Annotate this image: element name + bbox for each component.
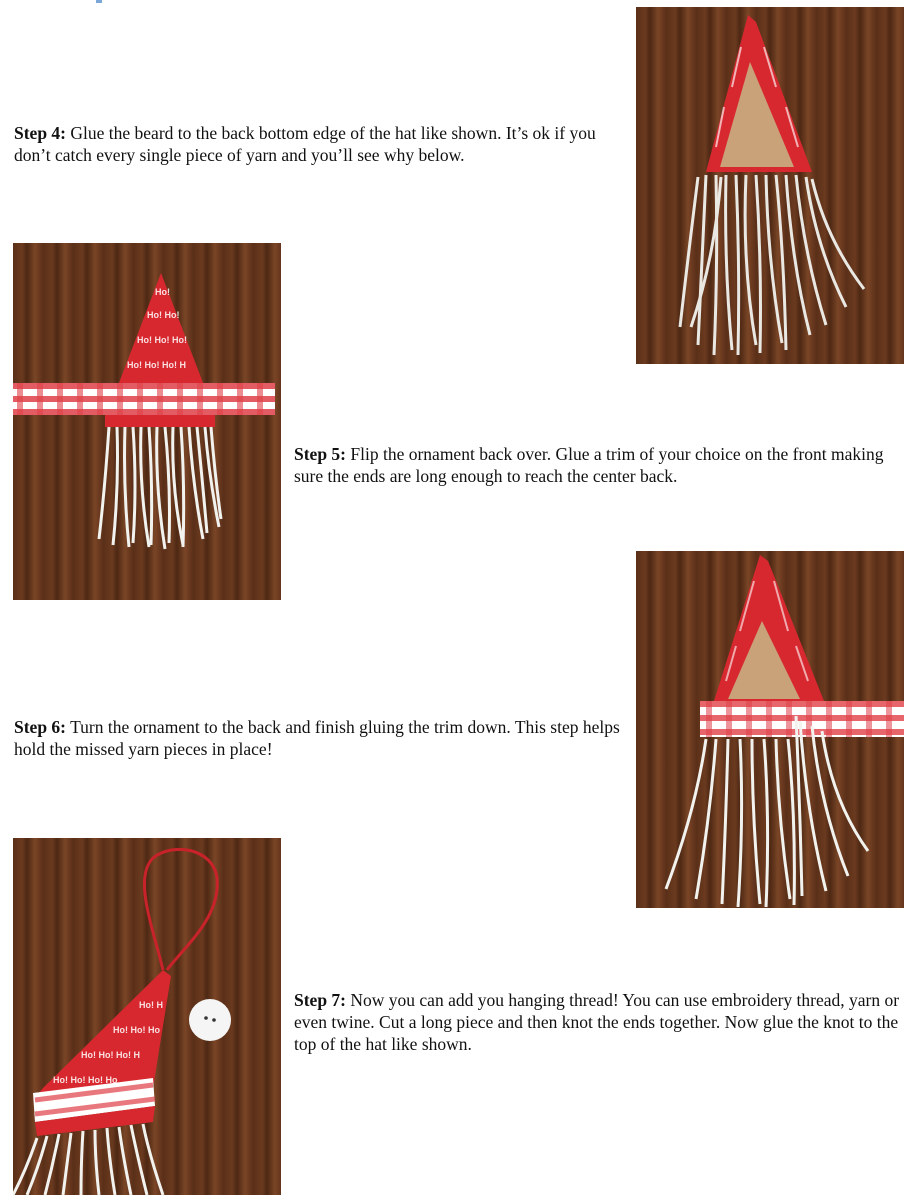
step-4-text <box>14 122 624 166</box>
step-4-photo <box>636 7 904 364</box>
step-6-label: Step 6: <box>14 717 67 737</box>
svg-text:Ho! Ho! Ho: Ho! Ho! Ho <box>113 1025 160 1035</box>
step-7-body: Now you can add you hanging thread! You can use embroidery thread, yarn or even twine. Cut a long piece and then knot the ends together. Now glue the knot to the top of the hat like shown. <box>294 990 900 1054</box>
step-6-body: Turn the ornament to the back and finish gluing the trim down. This step helps hold the missed yarn pieces in place! <box>14 717 620 759</box>
svg-text:Ho!: Ho! <box>155 287 170 297</box>
step-7-label: Step 7: <box>294 990 347 1010</box>
svg-text:Ho! H: Ho! H <box>139 1000 163 1010</box>
page-link-fragment <box>96 0 102 3</box>
step-5-body: Flip the ornament back over. Glue a trim of your choice on the front making sure the ends are long enough to reach the center back. <box>294 444 884 486</box>
step-5-text <box>294 443 906 487</box>
svg-text:Ho! Ho! Ho! Ho: Ho! Ho! Ho! Ho <box>53 1075 118 1085</box>
step-4-body: Glue the beard to the back bottom edge of the hat like shown. It’s ok if you don’t catch every single piece of yarn and you’ll see why below. <box>14 123 596 165</box>
step-6-photo <box>636 551 904 908</box>
step-5-photo <box>13 243 281 600</box>
step-4-label: Step 4: <box>14 123 67 143</box>
svg-text:Ho! Ho! Ho!: Ho! Ho! Ho! <box>137 335 187 345</box>
step-5-label: Step 5: <box>294 444 347 464</box>
step-7-text <box>294 989 906 1055</box>
svg-text:Ho! Ho! Ho! H: Ho! Ho! Ho! H <box>81 1050 140 1060</box>
step-7-photo <box>13 838 281 1195</box>
svg-text:Ho! Ho!: Ho! Ho! <box>147 310 180 320</box>
svg-text:Ho! Ho! Ho! H: Ho! Ho! Ho! H <box>127 360 186 370</box>
step-6-text <box>14 716 624 760</box>
